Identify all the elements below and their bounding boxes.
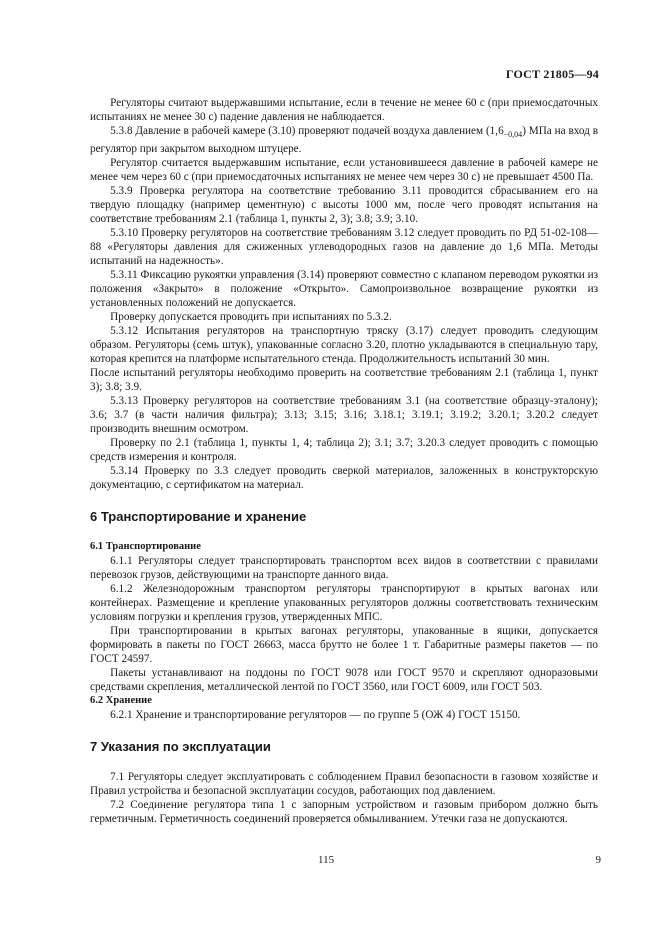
paragraph-6-2-1: 6.2.1 Хранение и транспортирование регуляторов — по группе 5 (ОЖ 4) ГОСТ 15150.: [110, 709, 521, 722]
section-7-heading: 7 Указания по эксплуатации: [90, 739, 271, 755]
paragraph: Проверку допускается проводить при испытаниях по 5.3.2.: [110, 311, 392, 324]
paragraph: После испытаний регуляторы необходимо проверить на соответствие требованиям 2.1 (таблица 1, пункт 3); 3.8; 3.9.: [90, 367, 598, 394]
page-number-right: 9: [595, 854, 601, 866]
paragraph-5-3-14: 5.3.14 Проверку по 3.3 следует проводить сверкой материалов, заложенных в конструкторскую документацию, с сертификатом на материал.: [90, 465, 598, 492]
paragraph-5-3-13: 5.3.13 Проверку регуляторов на соответствие требованиям 3.1 (на соответствие образцу-эталону); 3.6; 3.7 (в части наличия фильтра); 3.13; 3.15; 3.16; 3.18.1; 3.19.1; 3.19.2; 3.20.1; 3.20.2 следует производить внешним осмотром.: [90, 395, 598, 436]
paragraph-5-3-8: 5.3.8 Давление в рабочей камере (3.10) проверяют подачей воздуха давлением $(1,6_{-0,04})$ МПа на вход в регулятор при закрытом выходном штуцере.: [90, 125, 598, 156]
section-6-heading: 6 Транспортирование и хранение: [90, 509, 307, 525]
subsection-6-1-heading: 6.1 Транспортирование: [90, 541, 201, 553]
paragraph: Регулятор считается выдержавшим испытание, если установившееся давление в рабочей камере не менее чем через 60 с (при приемосдаточных испытаниях не менее чем через 30 с) не превышает 4500 Па.: [90, 157, 598, 184]
paragraph-5-3-11: 5.3.11 Фиксацию рукоятки управления (3.14) проверяют совместно с клапаном переводом рукоятки из положения «Закрыто» в положение «Открыто». Самопроизвольное возвращение рукоятки из установленных положений не допускается.: [90, 269, 598, 310]
paragraph: Проверку по 2.1 (таблица 1, пункты 1, 4; таблица 2); 3.1; 3.7; 3.20.3 следует проводить с помощью средств измерения и контроля.: [90, 437, 598, 464]
paragraph-7-1: 7.1 Регуляторы следует эксплуатировать с соблюдением Правил безопасности в газовом хозяйстве и Правил устройства и безопасной эксплуатации сосудов, работающих под давлением.: [90, 771, 598, 798]
page-number-center: 115: [318, 854, 335, 866]
paragraph: При транспортировании в крытых вагонах регуляторы, упакованные в ящики, допускается формировать в пакеты по ГОСТ 26663, масса брутто не более 1 т. Габаритные размеры пакетов — по ГОСТ 24597.: [90, 625, 598, 666]
paragraph-6-1-1: 6.1.1 Регуляторы следует транспортировать транспортом всех видов в соответствии с правилами перевозок грузов, действующими на транспорте данного вида.: [90, 555, 598, 582]
paragraph: Пакеты устанавливают на поддоны по ГОСТ 9078 или ГОСТ 9570 и скрепляют одноразовыми средствами скрепления, металлической лентой по ГОСТ 3560, или ГОСТ 6009, или ГОСТ 503.: [90, 667, 598, 694]
paragraph-5-3-10: 5.3.10 Проверку регуляторов на соответствие требованиям 3.12 следует проводить по РД 51-02-108—88 «Регуляторы давления для сжиженных углеводородных газов на давление до 1,6 МПа. Методы испытаний на надежность».: [90, 227, 598, 268]
paragraph-6-1-2: 6.1.2 Железнодорожным транспортом регуляторы транспортируют в крытых вагонах или контейнерах. Размещение и крепление упакованных регуляторов должны соответствовать техническим условиям погрузки и крепления грузов, утвержденных МПС.: [90, 583, 598, 624]
paragraph-5-3-12: 5.3.12 Испытания регуляторов на транспортную тряску (3.17) следует проводить следующим образом. Регуляторы (семь штук), упакованные согласно 3.20, плотно укладываются в специальную тару, которая крепится на платформе испытательного стенда. Продолжительность испытаний 30 мин.: [90, 325, 598, 366]
paragraph-5-3-9: 5.3.9 Проверка регулятора на соответствие требованию 3.11 проводится сбрасыванием его на твердую площадку (например цементную) с высоты 1000 мм, после чего проводят испытания на соответствие требованиям 2.1 (таблица 1, пункты 2, 3); 3.8; 3.9; 3.10.: [90, 185, 598, 226]
paragraph-7-2: 7.2 Соединение регулятора типа 1 с запорным устройством и газовым прибором должно быть герметичным. Герметичность соединений проверяется обмыливанием. Утечки газа не допускаются.: [90, 799, 598, 826]
tolerance-subscript: −0,04: [503, 130, 523, 140]
paragraph: Регуляторы считают выдержавшими испытание, если в течение не менее 60 с (при приемосдаточных испытаниях не менее 30 с) падение давления не наблюдается.: [90, 97, 598, 123]
document-code-header: ГОСТ 21805—94: [505, 67, 599, 81]
subsection-6-2-heading: 6.2 Хранение: [90, 695, 152, 707]
document-body: [90, 96, 598, 826]
